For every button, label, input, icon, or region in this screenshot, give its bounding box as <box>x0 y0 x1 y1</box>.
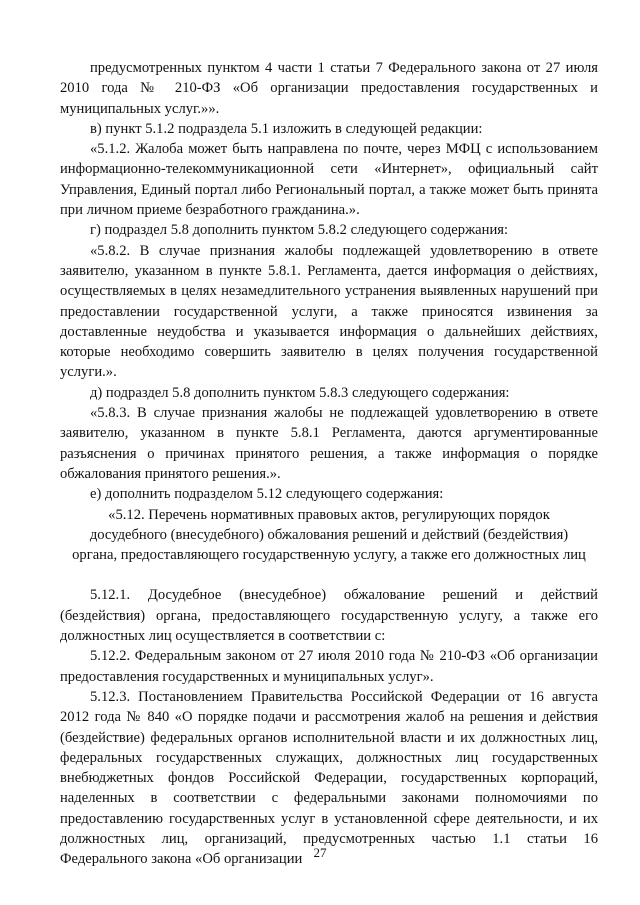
heading-line: «5.12. Перечень нормативных правовых актов, регулирующих порядок <box>108 506 550 523</box>
heading-line: досудебного (внесудебного) обжалования решений и действий (бездействия) <box>89 526 569 543</box>
paragraph-5-8-2: «5.8.2. В случае признания жалобы подлежащей удовлетворению в ответе заявителю, указанном в пункте 5.8.1. Регламента, дается информация о действиях, осуществляемых в целях незамедлительного устранения выявленных нарушений при предоставлении государственной услуги, а также приносятся извинения за доставленные неудобства и указывается информация о дальнейших действиях, которые необходимо совершить заявителю в целях получения государственной услуги.». <box>60 242 598 381</box>
section-heading-5-12 <box>60 505 598 566</box>
paragraph-5-8-3: «5.8.3. В случае признания жалобы не подлежащей удовлетворению в ответе заявителю, указанном в пункте 5.8.1 Регламента, даются аргументированные разъяснения о причинах принятого решения, а также информация о порядке обжалования принятого решения.». <box>60 405 598 482</box>
heading-line: органа, предоставляющего государственную услугу, а также его должностных лиц <box>72 547 586 564</box>
paragraph-item-v: в) пункт 5.1.2 подраздела 5.1 изложить в следующей редакции: <box>90 120 483 137</box>
paragraph-item-e: е) дополнить подразделом 5.12 следующего содержания: <box>90 486 444 503</box>
paragraph-continuation-210fz: предусмотренных пунктом 4 части 1 статьи 7 Федерального закона от 27 июля 2010 года № 210-ФЗ «Об организации предоставления государственных и муниципальных услуг.»». <box>60 60 598 117</box>
paragraph-item-g: г) подраздел 5.8 дополнить пунктом 5.8.2 следующего содержания: <box>90 222 509 239</box>
paragraph-5-12-2: 5.12.2. Федеральным законом от 27 июля 2010 года № 210-ФЗ «Об организации предоставления государственных и муниципальных услуг». <box>60 648 598 685</box>
paragraph-5-12-1: 5.12.1. Досудебное (внесудебное) обжалование решений и действий (бездействия) органа, предоставляющего государственную услугу, а также его должностных лиц осуществляется в соответствии с: <box>60 587 598 645</box>
paragraph-5-12-3: 5.12.3. Постановлением Правительства Российской Федерации от 16 августа 2012 года № 840 «О порядке подачи и рассмотрения жалоб на решения и действия (бездействие) федеральных органов исполнительной власти и их должностных лиц, федеральных государственных служащих, должностных лиц государственных внебюджетных фондов Российской Федерации, государственных корпораций, наделенных в соответствии с федеральными законами полномочиями по предоставлению государственных услуг в установленной сфере деятельности, и их должностных лиц, организаций, предусмотренных частью 1.1 статьи 16 Федерального закона «Об организации <box>60 688 598 868</box>
paragraph-5-1-2: «5.1.2. Жалоба может быть направлена по почте, через МФЦ с использованием информационно-телекоммуникационной сети «Интернет», официальный сайт Управления, Единый портал либо Региональный портал, а также может быть принята при личном приеме безработного гражданина.». <box>60 141 598 219</box>
paragraph-item-d: д) подраздел 5.8 дополнить пунктом 5.8.3 следующего содержания: <box>90 384 510 401</box>
blank-line <box>60 565 598 585</box>
page-number: 27 <box>313 845 327 860</box>
